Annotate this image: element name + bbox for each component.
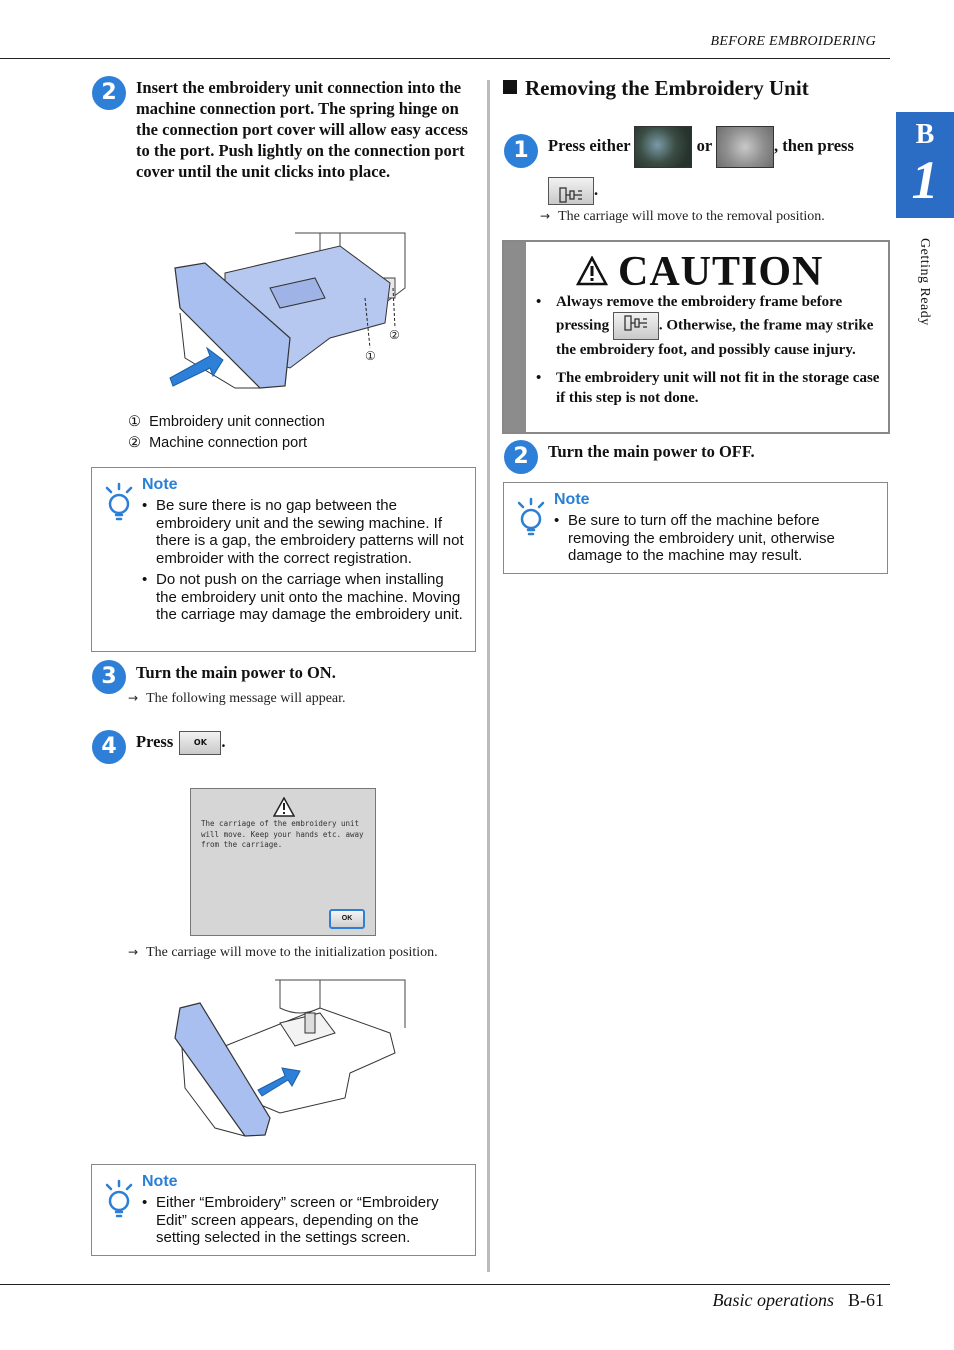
callout-number: ①	[128, 414, 141, 430]
carriage-move-icon	[556, 185, 586, 205]
caution-sidebar	[504, 242, 526, 432]
svg-text:②: ②	[389, 328, 400, 342]
caution-item: • The embroidery unit will not fit in the storage case if this step is not done.	[534, 368, 884, 408]
chapter-tab	[896, 112, 954, 218]
note-item: • Be sure there is no gap between the embroidery unit and the sewing machine. If there is a gap, the embroidery patterns will not embroider with the correct registration.	[142, 497, 467, 567]
step-number: 4	[92, 730, 126, 764]
chapter-tab-section: Getting Ready	[917, 238, 932, 326]
note-item: • Either “Embroidery” screen or “Embroidery Edit” screen appears, depending on the setting selected in the settings screen.	[142, 1194, 467, 1247]
step-number: 3	[92, 660, 126, 694]
step-result-text: The following message will appear.	[146, 691, 346, 706]
step-result	[128, 945, 438, 961]
note-list	[554, 512, 879, 569]
header-rule	[0, 58, 890, 59]
warning-triangle-icon	[273, 797, 295, 817]
carriage-move-icon	[621, 313, 651, 333]
embroidery-unit-illustration	[170, 978, 410, 1138]
svg-text:①: ①	[365, 349, 376, 363]
page-number: B-61	[848, 1290, 884, 1310]
embroidery-edit-key[interactable]	[716, 126, 774, 168]
section-bullet	[503, 80, 517, 94]
footer-section: Basic operations	[712, 1290, 834, 1310]
callout-label: Machine connection port	[149, 435, 308, 451]
screen-ok-button[interactable]: OK	[329, 909, 365, 929]
lightbulb-icon	[516, 497, 548, 537]
lightbulb-icon	[104, 482, 136, 522]
note-list	[142, 1194, 467, 1251]
step-period: .	[594, 180, 599, 200]
step-instruction	[548, 124, 883, 212]
warning-triangle-icon	[576, 256, 608, 286]
step-number: 2	[504, 440, 538, 474]
running-header: BEFORE EMBROIDERING	[710, 34, 876, 49]
step-instruction: Insert the embroidery unit connection into the machine connection port. The spring hinge on the connection port cover will allow easy access to the port. Push lightly on the connection port cover until the unit clicks into place.	[136, 78, 468, 181]
step-number: 1	[504, 134, 538, 168]
embroidery-unit-illustration	[165, 228, 410, 393]
chapter-tab-letter: B	[915, 119, 935, 150]
arrow-right-icon: →	[128, 691, 139, 705]
note-box	[503, 482, 888, 574]
caution-list	[534, 292, 884, 416]
caution-title: CAUTION	[618, 249, 824, 295]
note-title: Note	[142, 476, 178, 493]
step-or: or	[696, 136, 712, 155]
carriage-move-button[interactable]	[548, 177, 594, 205]
step-instruction-text: Press	[136, 732, 174, 751]
step-result	[540, 209, 825, 225]
step-instruction	[136, 731, 226, 755]
callout-2	[128, 435, 307, 451]
note-box	[91, 1164, 476, 1256]
step-period: .	[221, 732, 226, 751]
caution-box	[502, 240, 890, 434]
caution-text: Always remove the embroidery frame before pressing	[556, 294, 843, 334]
step-then-press: , then press	[773, 136, 854, 155]
callout-label: Embroidery unit connection	[149, 414, 325, 430]
section-title	[503, 76, 809, 101]
note-box	[91, 467, 476, 652]
step-result-text: The carriage will move to the initialization position.	[146, 945, 438, 960]
carriage-move-button[interactable]	[613, 312, 659, 340]
step-instruction: Turn the main power to ON.	[136, 663, 336, 682]
callout-1	[128, 414, 325, 430]
note-title: Note	[142, 1173, 178, 1190]
note-list	[142, 497, 467, 628]
column-divider	[487, 80, 490, 1272]
note-item: • Be sure to turn off the machine before removing the embroidery unit, otherwise damage to the machine may result.	[554, 512, 879, 565]
step-result-text: The carriage will move to the removal position.	[558, 209, 825, 224]
arrow-right-icon: →	[540, 209, 551, 223]
caution-item	[534, 292, 884, 360]
lcd-message-screen	[190, 788, 376, 936]
page-footer	[713, 1290, 885, 1311]
note-item: • Do not push on the carriage when installing the embroidery unit onto the machine. Moving the carriage may damage the embroidery unit.	[142, 571, 467, 624]
arrow-right-icon: →	[128, 945, 139, 959]
step-instruction-text: Press either	[548, 136, 631, 155]
callout-number: ②	[128, 435, 141, 451]
section-title-text: Removing the Embroidery Unit	[525, 76, 809, 100]
lightbulb-icon	[104, 1179, 136, 1219]
footer-rule	[0, 1284, 890, 1285]
screen-message: The carriage of the embroidery unit will move. Keep your hands etc. away from the carriage.	[201, 819, 364, 849]
note-title: Note	[554, 491, 590, 508]
caution-text: . Otherwise, the frame may strike the embroidery foot, and possibly cause injury.	[556, 317, 874, 358]
chapter-tab-number: 1	[911, 150, 939, 210]
step-instruction: Turn the main power to OFF.	[548, 442, 755, 461]
step-result	[128, 691, 346, 707]
embroidery-key[interactable]	[634, 126, 692, 168]
step-number: 2	[92, 76, 126, 110]
ok-button[interactable]: OK	[179, 731, 221, 755]
